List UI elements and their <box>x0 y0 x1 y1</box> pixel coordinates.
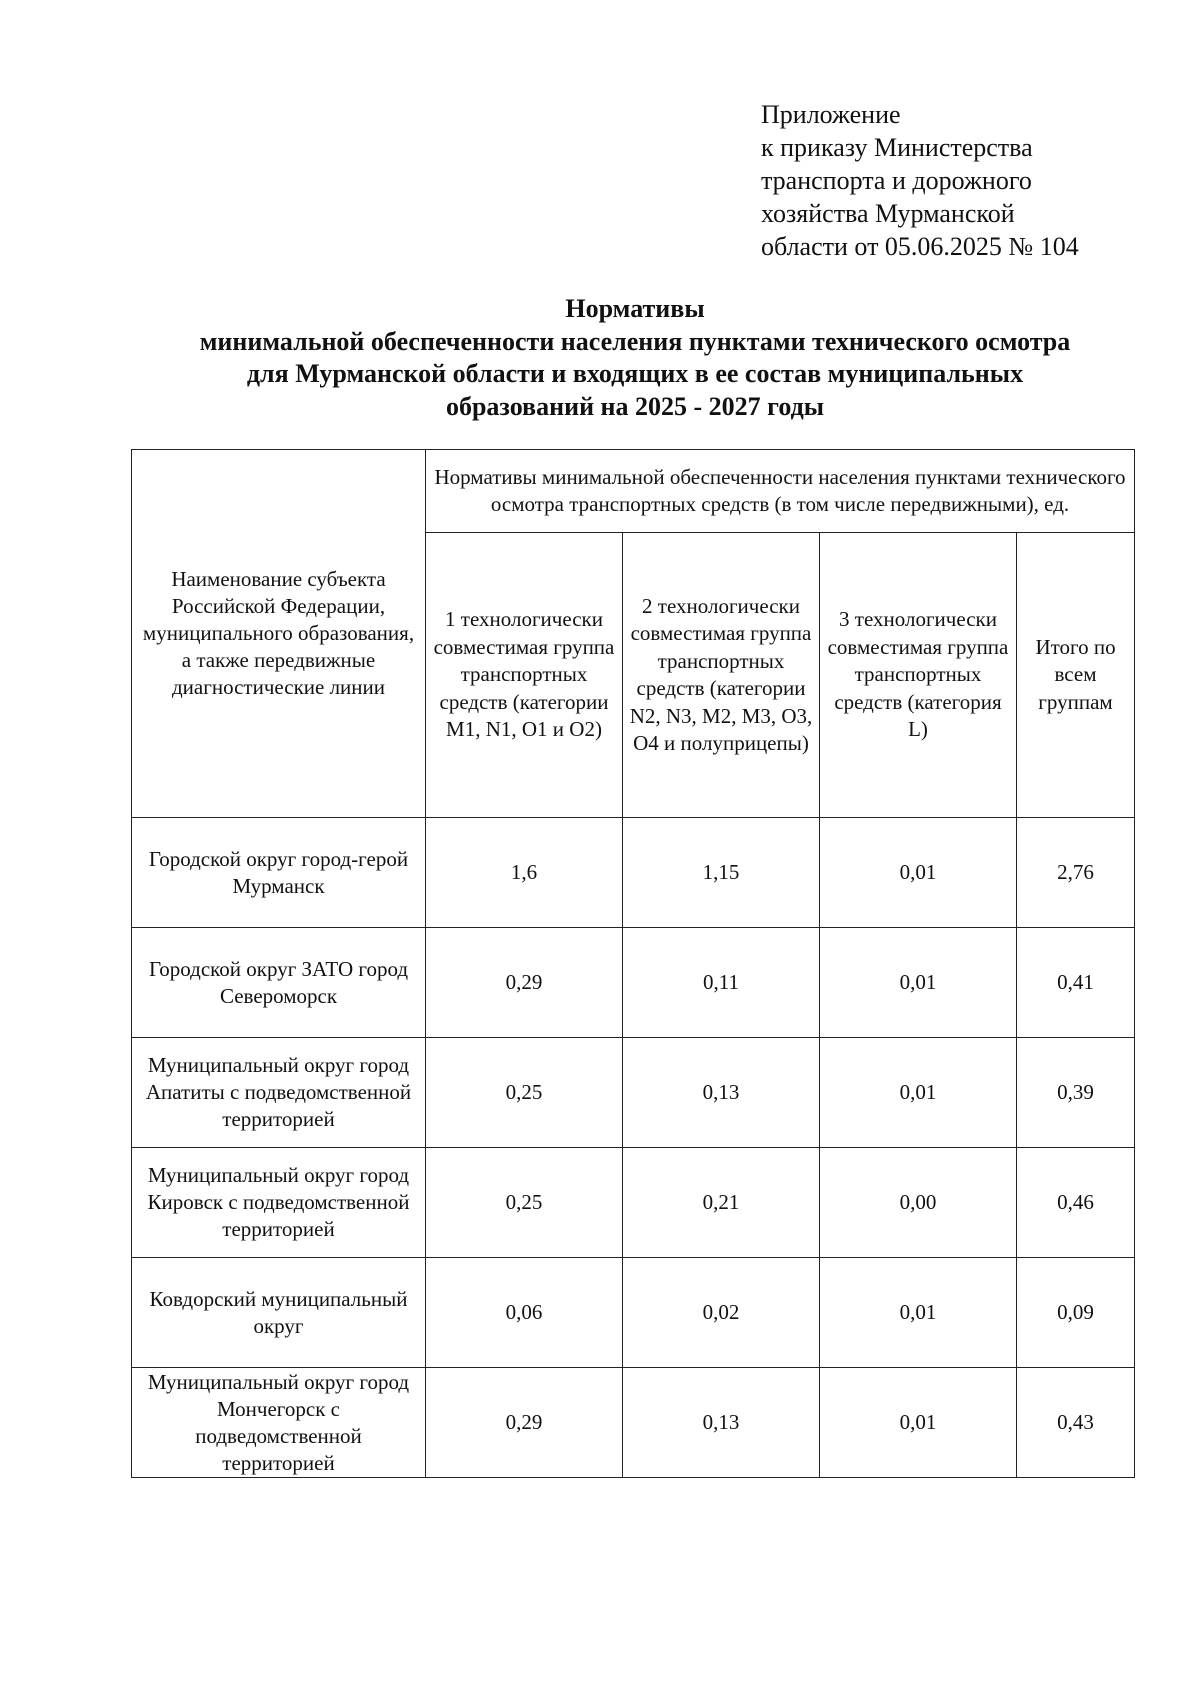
row-name: Городской округ город-герой Мурманск <box>132 818 426 928</box>
row-value-2: 0,11 <box>623 928 820 1038</box>
row-name: Муниципальный округ город Апатиты с подведомственной территорией <box>132 1038 426 1148</box>
row-name: Муниципальный округ город Мончегорск с подведомственной территорией <box>132 1368 426 1478</box>
title-line: для Мурманской области и входящих в ее состав муниципальных <box>246 359 1024 388</box>
appendix-block <box>761 98 1079 263</box>
row-value-1: 0,06 <box>426 1258 623 1368</box>
row-value-3: 0,01 <box>820 1368 1017 1478</box>
row-value-1: 1,6 <box>426 818 623 928</box>
table-row <box>132 1258 1135 1368</box>
table-row <box>132 1038 1135 1148</box>
table-row <box>132 928 1135 1038</box>
row-total: 0,39 <box>1017 1038 1135 1148</box>
row-name: Ковдорский муниципальный округ <box>132 1258 426 1368</box>
appendix-line: транспорта и дорожного <box>761 166 1032 195</box>
table-row <box>132 1148 1135 1258</box>
row-value-3: 0,01 <box>820 1258 1017 1368</box>
row-total: 0,41 <box>1017 928 1135 1038</box>
row-value-2: 0,02 <box>623 1258 820 1368</box>
row-value-2: 0,13 <box>623 1038 820 1148</box>
row-value-3: 0,01 <box>820 818 1017 928</box>
row-value-2: 0,21 <box>623 1148 820 1258</box>
document-title <box>110 293 1160 423</box>
row-value-3: 0,00 <box>820 1148 1017 1258</box>
row-value-2: 1,15 <box>623 818 820 928</box>
title-line: минимальной обеспеченности населения пунктами технического осмотра <box>199 326 1071 356</box>
header-total: Итого по всем группам <box>1017 533 1135 818</box>
appendix-line: хозяйства Мурманской <box>761 199 1015 228</box>
norms-table <box>131 449 1135 1478</box>
row-total: 0,46 <box>1017 1148 1135 1258</box>
row-total: 0,43 <box>1017 1368 1135 1478</box>
row-value-2: 0,13 <box>623 1368 820 1478</box>
appendix-line: Приложение <box>761 100 901 129</box>
table-row <box>132 1368 1135 1478</box>
row-value-1: 0,25 <box>426 1148 623 1258</box>
header-subject-name: Наименование субъекта Российской Федерации, муниципального образования, а также передвижные диагностические линии <box>132 450 426 818</box>
header-group-1: 1 технологически совместимая группа транспортных средств (категории M1, N1, O1 и O2) <box>426 533 623 818</box>
row-value-3: 0,01 <box>820 1038 1017 1148</box>
row-total: 2,76 <box>1017 818 1135 928</box>
table-header-row <box>132 450 1135 533</box>
row-value-1: 0,25 <box>426 1038 623 1148</box>
title-line: Нормативы <box>565 294 705 323</box>
row-value-1: 0,29 <box>426 1368 623 1478</box>
row-name: Муниципальный округ город Кировск с подведомственной территорией <box>132 1148 426 1258</box>
row-name: Городской округ ЗАТО город Североморск <box>132 928 426 1038</box>
row-value-3: 0,01 <box>820 928 1017 1038</box>
appendix-line: к приказу Министерства <box>761 133 1033 162</box>
header-group-3: 3 технологически совместимая группа транспортных средств (категория L) <box>820 533 1017 818</box>
row-value-1: 0,29 <box>426 928 623 1038</box>
appendix-line: области от 05.06.2025 № 104 <box>761 232 1079 261</box>
title-line: образований на 2025 - 2027 годы <box>445 391 825 421</box>
header-group-2: 2 технологически совместимая группа транспортных средств (категории N2, N3, M2, M3, O3, O4 и полуприцепы) <box>623 533 820 818</box>
header-norms-group: Нормативы минимальной обеспеченности населения пунктами технического осмотра транспортных средств (в том числе передвижными), ед. <box>426 450 1135 533</box>
row-total: 0,09 <box>1017 1258 1135 1368</box>
table-row <box>132 818 1135 928</box>
